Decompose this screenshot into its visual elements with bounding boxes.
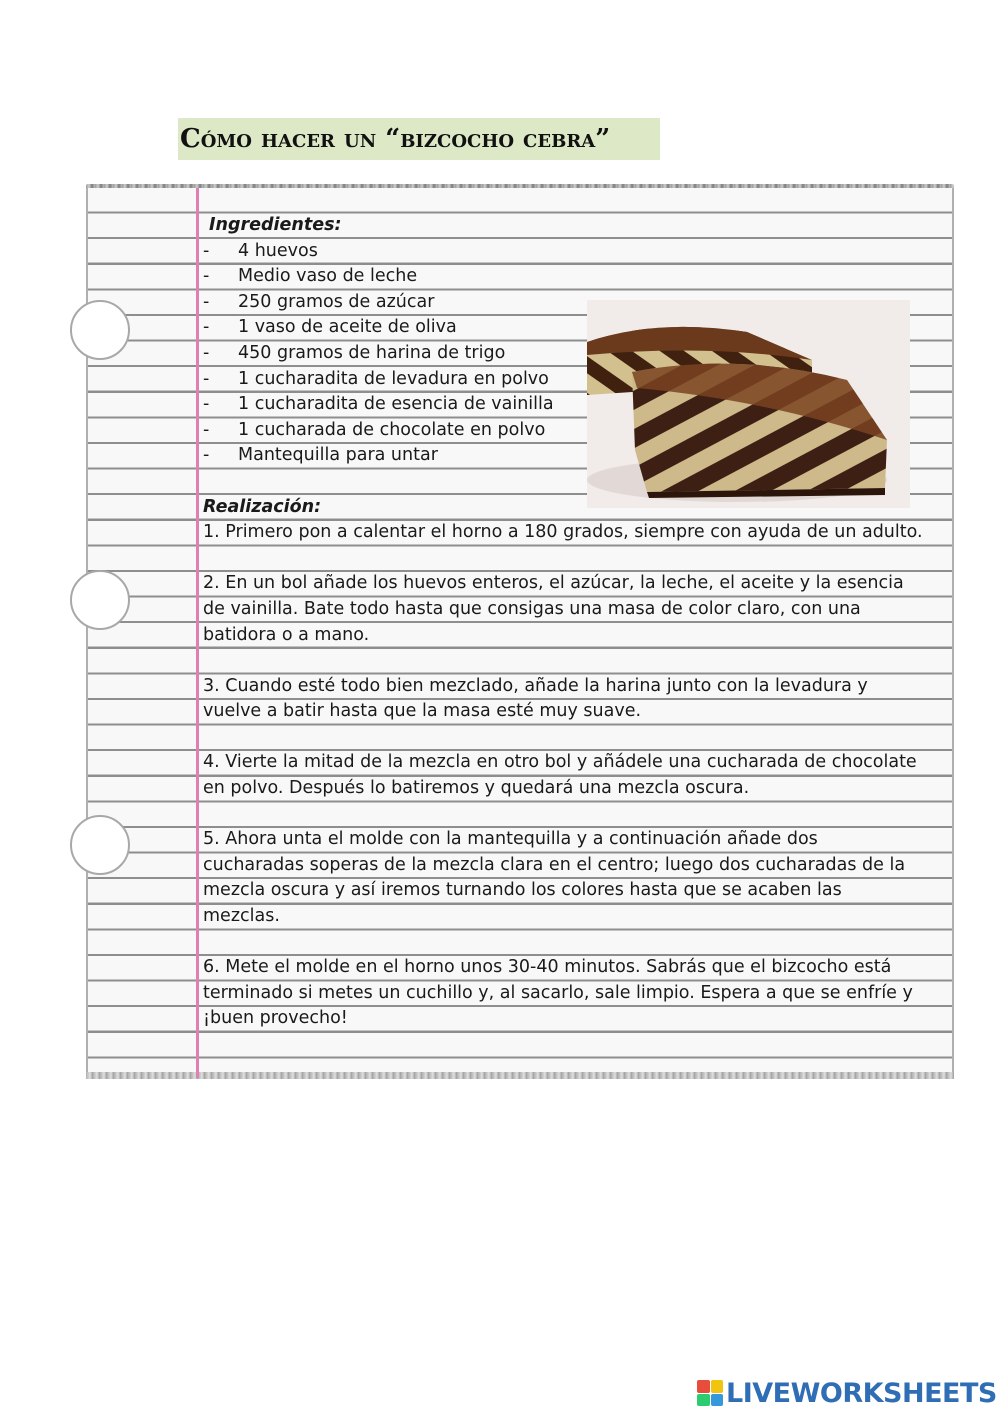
page-title: Cómo hacer un “bizcocho cebra” <box>178 118 660 160</box>
step-5: 5. Ahora unta el molde con la mantequilla y a continuación añade dos cucharadas soperas de la mezcla clara en el centro; luego dos cucharadas de la mezcla oscura y así iremos turnando los colores hasta que se acaben las mezclas. <box>203 829 906 927</box>
list-item: - 450 gramos de harina de trigo <box>203 342 506 363</box>
cake-illustration <box>587 300 910 508</box>
margin-line <box>196 188 199 1078</box>
binder-hole-top <box>70 300 130 360</box>
paper-bottom-edge <box>86 1072 954 1079</box>
step-2: 2. En un bol añade los huevos enteros, el azúcar, la leche, el aceite y la esencia de vainilla. Bate todo hasta que consigas una masa de color claro, con una batidora o a mano. <box>203 573 904 645</box>
steps-heading: Realización: <box>203 496 322 517</box>
list-item: - 1 cucharadita de esencia de vainilla <box>203 394 554 415</box>
list-item: - Medio vaso de leche <box>203 266 418 287</box>
zebra-cake-photo <box>587 300 910 508</box>
list-item: - 1 vaso de aceite de oliva <box>203 317 457 338</box>
list-item: - 1 cucharadita de levadura en polvo <box>203 368 549 389</box>
list-item: - 4 huevos <box>203 240 318 261</box>
brand-name: LIVEWORKSHEETS <box>726 1377 997 1409</box>
list-item: - 250 gramos de azúcar <box>203 291 435 312</box>
step-1: 1. Primero pon a calentar el horno a 180 grados, siempre con ayuda de un adulto. <box>203 522 923 543</box>
list-item: - Mantequilla para untar <box>203 445 438 466</box>
list-item: - 1 cucharada de chocolate en polvo <box>203 419 546 440</box>
binder-hole-bottom <box>70 815 130 875</box>
liveworksheets-logo <box>697 1376 997 1410</box>
liveworksheets-icon <box>697 1380 723 1406</box>
step-6: 6. Mete el molde en el horno unos 30-40 minutos. Sabrás que el bizcocho está terminado si metes un cuchillo y, al sacarlo, sale limpio. Espera a que se enfríe y ¡buen provecho! <box>203 957 913 1029</box>
step-3: 3. Cuando esté todo bien mezclado, añade la harina junto con la levadura y vuelve a batir hasta que la masa esté muy suave. <box>203 675 868 722</box>
ingredients-heading: Ingredientes: <box>209 215 342 235</box>
step-4: 4. Vierte la mitad de la mezcla en otro bol y añádele una cucharada de chocolate en polvo. Después lo batiremos y quedará una mezcla oscura. <box>203 752 917 799</box>
binder-hole-middle <box>70 570 130 630</box>
